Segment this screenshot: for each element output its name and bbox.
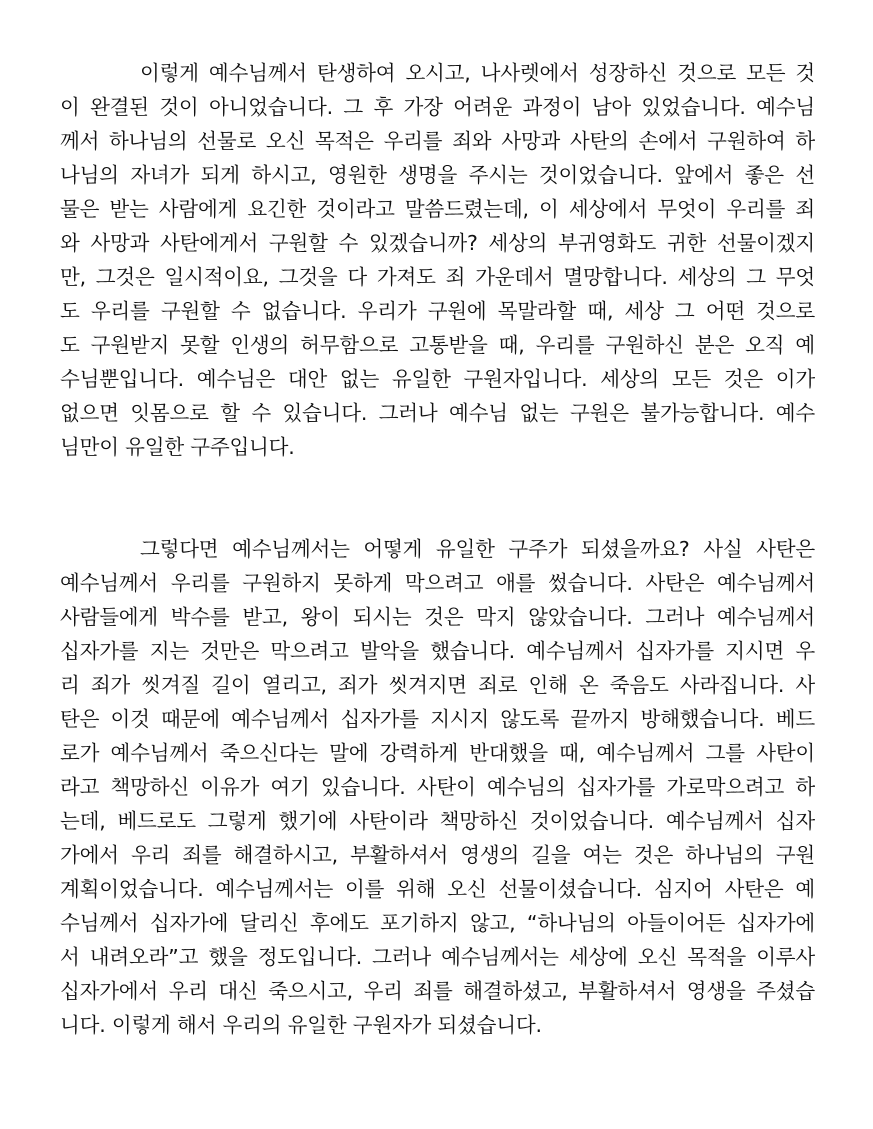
paragraph-line: 서 내려오라”고 했을 정도입니다. 그러나 예수님께서는 세상에 오신 목적을 이루사 bbox=[60, 945, 815, 969]
paragraph-line: 리 죄가 씻겨질 길이 열리고, 죄가 씻겨지면 죄로 인해 온 죽음도 사라집니다. 사 bbox=[60, 673, 815, 697]
paragraph-line: 예수님께서 우리를 구원하지 못하게 막으려고 애를 썼습니다. 사탄은 예수님께서 bbox=[60, 571, 815, 595]
paragraph-line: 니다. 이렇게 해서 우리의 유일한 구원자가 되셨습니다. bbox=[60, 1013, 542, 1037]
paragraph-line: 라고 책망하신 이유가 여기 있습니다. 사탄이 예수님의 십자가를 가로막으려고 하 bbox=[60, 775, 815, 799]
paragraph-line: 로가 예수님께서 죽으신다는 말에 강력하게 반대했을 때, 예수님께서 그를 사탄이 bbox=[60, 741, 815, 765]
paragraph-line: 물은 받는 사람에게 요긴한 것이라고 말씀드렸는데, 이 세상에서 무엇이 우리를 죄 bbox=[60, 197, 815, 221]
paragraph-line: 탄은 이것 때문에 예수님께서 십자가를 지시지 않도록 끝까지 방해했습니다. 베드 bbox=[60, 707, 815, 731]
paragraph-line: 가에서 우리 죄를 해결하시고, 부활하셔서 영생의 길을 여는 것은 하나님의 구원 bbox=[60, 843, 815, 867]
paragraph-line: 만, 그것은 일시적이요, 그것을 다 가져도 죄 가운데서 멸망합니다. 세상의 그 무엇 bbox=[60, 265, 815, 289]
paragraph-line: 사람들에게 박수를 받고, 왕이 되시는 것은 막지 않았습니다. 그러나 예수님께서 bbox=[60, 605, 815, 629]
paragraph-line: 님만이 유일한 구주입니다. bbox=[60, 435, 295, 459]
paragraph-line: 도 구원받지 못할 인생의 허무함으로 고통받을 때, 우리를 구원하신 분은 오직 예 bbox=[60, 333, 815, 357]
paragraph-line: 께서 하나님의 선물로 오신 목적은 우리를 죄와 사망과 사탄의 손에서 구원하여 하 bbox=[60, 129, 815, 153]
paragraph-line: 십자가에서 우리 대신 죽으시고, 우리 죄를 해결하셨고, 부활하셔서 영생을 주셨습 bbox=[60, 979, 815, 1003]
paragraph-1 bbox=[60, 56, 815, 464]
paragraph-line: 이렇게 예수님께서 탄생하여 오시고, 나사렛에서 성장하신 것으로 모든 것 bbox=[140, 61, 815, 85]
paragraph-line: 십자가를 지는 것만은 막으려고 발악을 했습니다. 예수님께서 십자가를 지시면 우 bbox=[60, 639, 815, 663]
paragraph-line: 이 완결된 것이 아니었습니다. 그 후 가장 어려운 과정이 남아 있었습니다. 예수님 bbox=[60, 95, 815, 119]
paragraph-line: 도 우리를 구원할 수 없습니다. 우리가 구원에 목말라할 때, 세상 그 어떤 것으로 bbox=[60, 299, 815, 323]
paragraph-line: 수님께서 십자가에 달리신 후에도 포기하지 않고, “하나님의 아들이어든 십자가에 bbox=[60, 911, 815, 935]
paragraph-line: 는데, 베드로도 그렇게 했기에 사탄이라 책망하신 것이었습니다. 예수님께서 십자 bbox=[60, 809, 815, 833]
paragraph-line: 없으면 잇몸으로 할 수 있습니다. 그러나 예수님 없는 구원은 불가능합니다. 예수 bbox=[60, 401, 815, 425]
paragraph-2 bbox=[60, 532, 815, 1042]
paragraph-line: 수님뿐입니다. 예수님은 대안 없는 유일한 구원자입니다. 세상의 모든 것은 이가 bbox=[60, 367, 815, 391]
paragraph-line: 와 사망과 사탄에게서 구원할 수 있겠습니까? 세상의 부귀영화도 귀한 선물이겠지 bbox=[60, 231, 815, 255]
paragraph-line: 나님의 자녀가 되게 하시고, 영원한 생명을 주시는 것이었습니다. 앞에서 좋은 선 bbox=[60, 163, 815, 187]
paragraph-line: 계획이었습니다. 예수님께서는 이를 위해 오신 선물이셨습니다. 심지어 사탄은 예 bbox=[60, 877, 815, 901]
paragraph-line: 그렇다면 예수님께서는 어떻게 유일한 구주가 되셨을까요? 사실 사탄은 bbox=[140, 537, 815, 561]
